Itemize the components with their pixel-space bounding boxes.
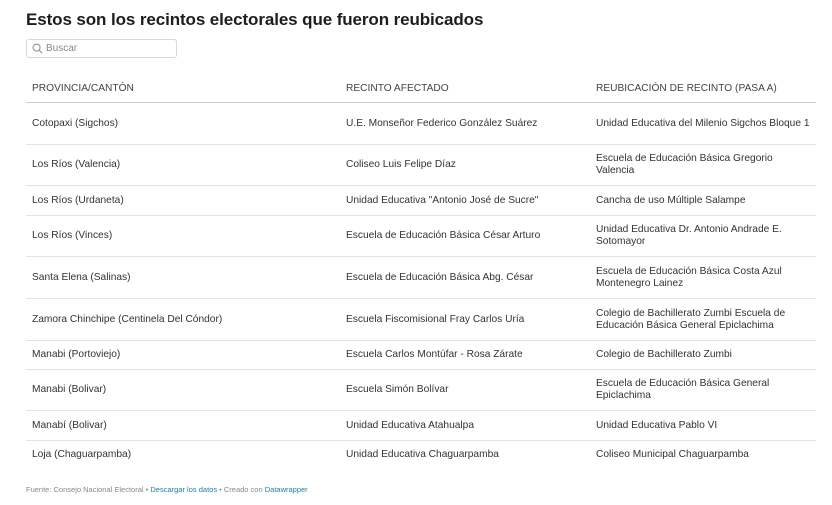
cell-reubicacion: Unidad Educativa Pablo VI xyxy=(590,411,816,441)
cell-recinto-afectado: Unidad Educativa Chaguarpamba xyxy=(346,449,499,461)
cell-recinto-afectado: U.E. Monseñor Federico González Suárez xyxy=(340,103,590,145)
table-row xyxy=(26,411,816,441)
page-title: Estos son los recintos electorales que fueron reubicados xyxy=(26,10,484,29)
cell-recinto-afectado: Unidad Educativa "Antonio José de Sucre" xyxy=(340,186,590,216)
cell-provincia: Santa Elena (Salinas) xyxy=(26,257,340,299)
cell-recinto-afectado: Escuela Fiscomisional Fray Carlos Uría xyxy=(340,299,590,341)
datawrapper-link[interactable]: Datawrapper xyxy=(264,485,308,494)
table-row xyxy=(26,370,816,411)
created-with-label: Creado con xyxy=(223,485,265,494)
table-row xyxy=(26,103,816,145)
cell-provincia: Cotopaxi (Sigchos) xyxy=(26,103,340,145)
search-input[interactable] xyxy=(46,40,174,57)
cell-recinto-afectado: Escuela de Educación Básica Abg. César xyxy=(340,257,590,299)
table-row xyxy=(26,186,816,216)
cell-reubicacion: Colegio de Bachillerato Zumbi xyxy=(590,341,816,370)
cell-reubicacion: Unidad Educativa Dr. Antonio Andrade E. Sotomayor xyxy=(590,216,816,257)
table-row xyxy=(26,299,816,341)
cell-reubicacion: Escuela de Educación Básica General Epiclachima xyxy=(590,370,816,411)
column-header-provincia[interactable]: PROVINCIA/CANTÓN xyxy=(26,74,340,103)
table-row xyxy=(26,441,816,470)
table-row xyxy=(26,216,816,257)
cell-reubicacion: Escuela de Educación Básica Gregorio Valencia xyxy=(590,145,816,186)
cell-reubicacion: Coliseo Municipal Chaguarpamba xyxy=(596,449,749,461)
source-note: Fuente: Consejo Nacional Electoral xyxy=(26,485,144,494)
cell-recinto-afectado: Escuela Carlos Montúfar - Rosa Zárate xyxy=(340,341,590,370)
cell-reubicacion: Cancha de uso Múltiple Salampe xyxy=(590,186,816,216)
cell-recinto-afectado: Escuela de Educación Básica César Arturo xyxy=(340,216,590,257)
cell-provincia: Loja (Chaguarpamba) xyxy=(32,449,132,461)
table-row xyxy=(26,145,816,186)
cell-provincia: Los Ríos (Urdaneta) xyxy=(26,186,340,216)
cell-provincia: Los Ríos (Valencia) xyxy=(26,145,340,186)
search-icon xyxy=(32,43,43,54)
download-data-link[interactable]: Descargar los datos xyxy=(150,485,218,494)
column-header-recinto-afectado[interactable]: RECINTO AFECTADO xyxy=(340,74,590,103)
relocation-table xyxy=(26,74,816,470)
cell-recinto-afectado: Unidad Educativa Atahualpa xyxy=(340,411,590,441)
table-row xyxy=(26,257,816,299)
column-header-reubicacion[interactable]: REUBICACIÓN DE RECINTO (PASA A) xyxy=(590,74,816,103)
cell-provincia: Manabi (Portoviejo) xyxy=(26,341,340,370)
cell-provincia: Los Ríos (Vinces) xyxy=(26,216,340,257)
cell-recinto-afectado: Coliseo Luis Felipe Díaz xyxy=(340,145,590,186)
cell-provincia: Manabí (Bolivar) xyxy=(26,411,340,441)
cell-reubicacion: Escuela de Educación Básica Costa Azul Montenegro Lainez xyxy=(590,257,816,299)
table-row xyxy=(26,341,816,370)
search-box[interactable] xyxy=(26,39,177,58)
cell-provincia: Manabi (Bolivar) xyxy=(26,370,340,411)
table-header-row xyxy=(26,74,816,103)
cell-provincia: Zamora Chinchipe (Centinela Del Cóndor) xyxy=(26,299,340,341)
footer-separator: • xyxy=(217,485,224,494)
footer xyxy=(26,485,308,494)
cell-reubicacion: Unidad Educativa del Milenio Sigchos Bloque 1 xyxy=(590,103,816,145)
cell-reubicacion: Colegio de Bachillerato Zumbi Escuela de Educación Básica General Epiclachima xyxy=(590,299,816,341)
footer-separator: • xyxy=(143,485,151,494)
cell-recinto-afectado: Escuela Simón Bolívar xyxy=(340,370,590,411)
